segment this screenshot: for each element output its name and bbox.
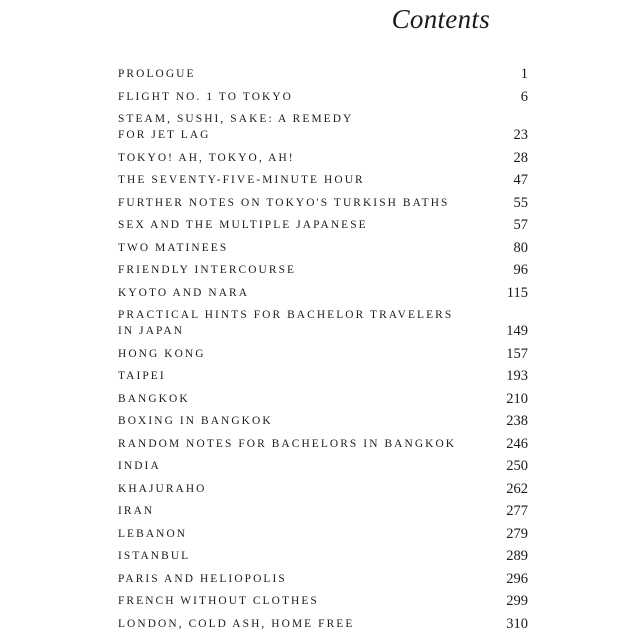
toc-entry-page-number: 57	[513, 217, 528, 233]
toc-entry-page-number: 310	[506, 615, 528, 632]
toc-entry	[118, 413, 528, 429]
toc-entry	[118, 346, 528, 362]
toc-entry	[118, 89, 528, 105]
toc-entry-title: STEAM, SUSHI, SAKE: A REMEDY FOR JET LAG	[118, 113, 354, 141]
toc-entry-title: TAIPEI	[118, 370, 166, 382]
toc-entry-title: FLIGHT NO. 1 TO TOKYO	[118, 90, 293, 103]
toc-entry	[118, 616, 528, 632]
toc-entry-title: TOKYO! AH, TOKYO, AH!	[118, 151, 295, 164]
toc-entry	[118, 368, 528, 384]
toc-entry	[118, 111, 528, 143]
toc-entry-page-number: 246	[506, 435, 528, 452]
toc-entry-title: HONG KONG	[118, 347, 206, 360]
table-of-contents	[118, 66, 528, 638]
toc-entry-title: KHAJURAHO	[118, 482, 207, 495]
toc-entry	[118, 217, 528, 233]
toc-entry-title: INDIA	[118, 460, 161, 472]
toc-entry	[118, 436, 528, 452]
toc-entry	[118, 458, 528, 474]
toc-entry	[118, 172, 528, 188]
toc-entry-page-number: 296	[506, 570, 528, 587]
toc-entry-page-number: 157	[506, 345, 528, 362]
toc-entry-page-number: 262	[506, 480, 528, 497]
toc-entry-page-number: 28	[513, 149, 528, 166]
toc-entry-page-number: 1	[520, 66, 528, 82]
toc-entry	[118, 150, 528, 166]
toc-entry-title: BANGKOK	[118, 392, 190, 405]
toc-entry-page-number: 238	[506, 413, 528, 429]
toc-entry	[118, 548, 528, 564]
toc-entry-page-number: 149	[506, 323, 528, 339]
toc-entry-title: TWO MATINEES	[118, 241, 229, 254]
toc-entry	[118, 593, 528, 609]
toc-entry-page-number: 23	[513, 127, 528, 143]
toc-entry-title: FURTHER NOTES ON TOKYO'S TURKISH BATHS	[118, 196, 450, 209]
toc-entry-title: FRIENDLY INTERCOURSE	[118, 264, 297, 276]
toc-entry-title: FRENCH WITHOUT CLOTHES	[118, 595, 319, 607]
toc-entry	[118, 285, 528, 301]
toc-entry-title: IRAN	[118, 505, 155, 517]
toc-entry-page-number: 55	[513, 194, 528, 211]
toc-entry	[118, 481, 528, 497]
toc-entry	[118, 195, 528, 211]
toc-entry-title: ISTANBUL	[118, 550, 191, 562]
toc-entry	[118, 503, 528, 519]
contents-heading: Contents	[391, 4, 490, 34]
toc-entry-title: PROLOGUE	[118, 68, 196, 80]
toc-entry	[118, 526, 528, 542]
toc-entry-title: PRACTICAL HINTS FOR BACHELOR TRAVELERS IN JAPAN	[118, 309, 454, 337]
toc-entry	[118, 307, 528, 339]
toc-entry	[118, 391, 528, 407]
toc-entry-title: THE SEVENTY-FIVE-MINUTE HOUR	[118, 174, 365, 186]
toc-entry-page-number: 210	[506, 390, 528, 407]
toc-entry-page-number: 6	[520, 88, 528, 105]
toc-entry-title: LONDON, COLD ASH, HOME FREE	[118, 617, 355, 630]
toc-entry-title: KYOTO AND NARA	[118, 286, 250, 299]
toc-entry-title: SEX AND THE MULTIPLE JAPANESE	[118, 219, 368, 231]
toc-entry-page-number: 96	[513, 262, 528, 278]
toc-entry-page-number: 250	[506, 458, 528, 474]
toc-entry-title: PARIS AND HELIOPOLIS	[118, 572, 287, 585]
toc-entry-page-number: 193	[506, 368, 528, 384]
toc-entry	[118, 262, 528, 278]
toc-entry-page-number: 115	[506, 284, 528, 301]
toc-entry-title: BOXING IN BANGKOK	[118, 415, 273, 427]
toc-entry-title: LEBANON	[118, 527, 188, 540]
toc-entry-page-number: 277	[506, 503, 528, 519]
toc-entry	[118, 66, 528, 82]
toc-entry-page-number: 289	[506, 548, 528, 564]
toc-entry-title: RANDOM NOTES FOR BACHELORS IN BANGKOK	[118, 437, 457, 450]
toc-entry-page-number: 279	[506, 525, 528, 542]
toc-entry	[118, 571, 528, 587]
toc-entry-page-number: 47	[513, 172, 528, 188]
toc-entry-page-number: 299	[506, 593, 528, 609]
toc-entry-page-number: 80	[513, 239, 528, 256]
toc-entry	[118, 240, 528, 256]
